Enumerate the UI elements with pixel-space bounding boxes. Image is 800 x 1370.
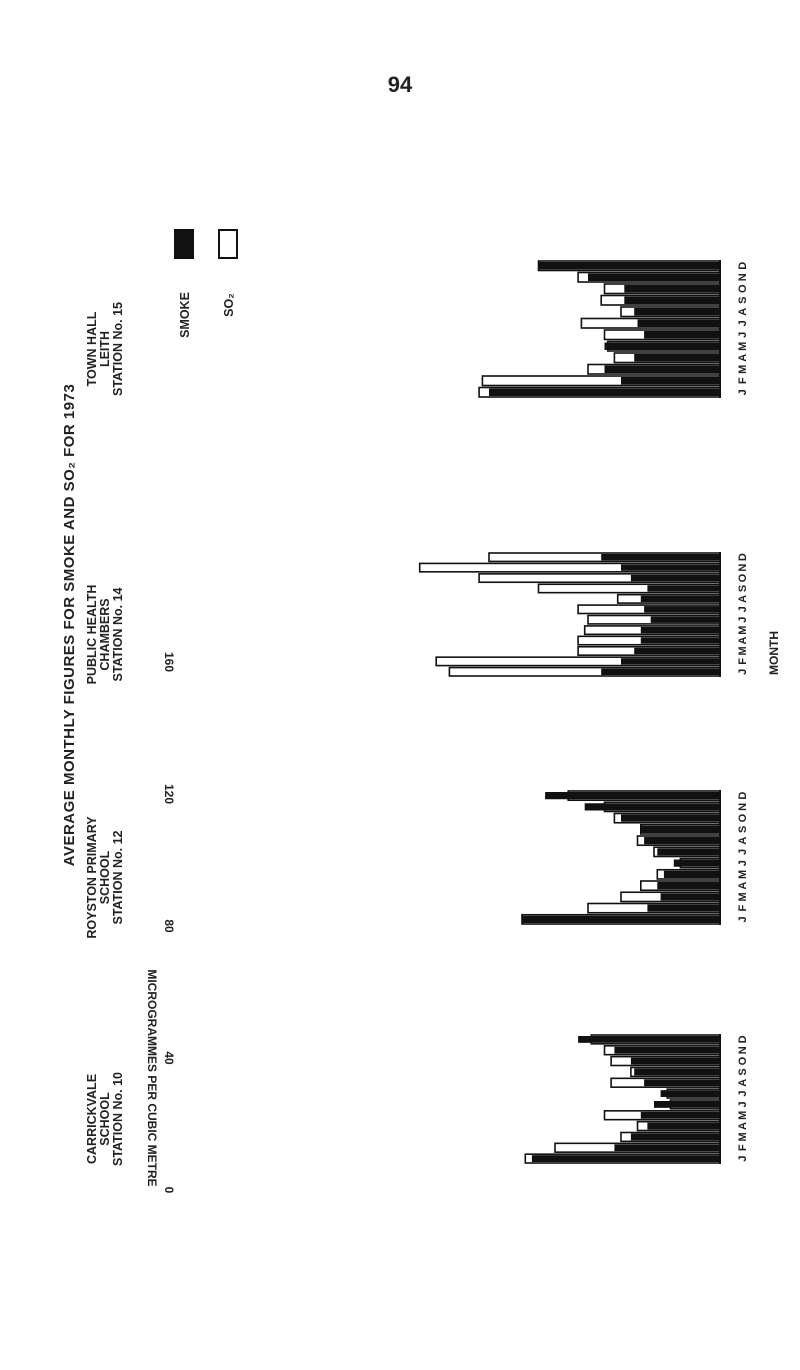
y-tick-label: 160 xyxy=(162,651,176,673)
smoke-bar xyxy=(644,606,720,612)
smoke-bar xyxy=(621,815,720,822)
station-name-line: PUBLIC HEALTH xyxy=(85,584,99,685)
smoke-bar xyxy=(634,648,720,654)
smoke-bar xyxy=(624,297,720,305)
smoke-bar xyxy=(657,882,720,889)
smoke-bar xyxy=(654,1101,720,1108)
smoke-bar xyxy=(661,1090,720,1097)
y-tick-label: 40 xyxy=(162,1051,176,1065)
month-label: N xyxy=(737,1046,749,1055)
smoke-bar xyxy=(585,803,720,810)
smoke-bar xyxy=(647,905,720,912)
month-label: A xyxy=(737,307,749,316)
smoke-bar xyxy=(532,1155,720,1162)
station-name-line: STATION No. 14 xyxy=(111,587,125,682)
smoke-bar xyxy=(634,354,720,362)
station-panels xyxy=(85,260,749,1166)
smoke-bar xyxy=(634,308,720,316)
station-name-line: SCHOOL xyxy=(98,850,112,905)
station-name-line: STATION No. 10 xyxy=(111,1072,125,1166)
month-label: F xyxy=(737,1144,749,1152)
smoke-bar xyxy=(631,1058,720,1065)
month-label: M xyxy=(737,646,749,656)
page-number: 94 xyxy=(387,72,413,97)
month-label: N xyxy=(737,273,749,282)
month-label: A xyxy=(737,881,749,890)
month-label: O xyxy=(737,813,749,823)
smoke-bar xyxy=(621,377,720,385)
month-label: N xyxy=(737,563,749,572)
station-name-line: SCHOOL xyxy=(98,1092,112,1146)
legend xyxy=(175,230,237,338)
station-panel xyxy=(85,790,749,939)
station-panel xyxy=(85,552,749,684)
smoke-bar xyxy=(638,320,721,328)
smoke-bar xyxy=(641,1112,720,1119)
month-label: O xyxy=(737,284,749,294)
smoke-bar xyxy=(651,617,720,623)
station-name-line: CHAMBERS xyxy=(98,598,112,671)
legend-label: SMOKE xyxy=(178,292,192,338)
smoke-bar xyxy=(661,893,720,900)
month-label: M xyxy=(737,1110,749,1120)
smoke-bar xyxy=(578,1036,720,1043)
y-tick-label: 0 xyxy=(162,1186,176,1194)
y-axis-title: MICROGRAMMES PER CUBIC METRE xyxy=(145,969,159,1187)
month-label: A xyxy=(737,836,749,845)
month-label: F xyxy=(737,658,749,665)
station-name-line: CARRICKVALE xyxy=(85,1073,99,1165)
month-label: M xyxy=(737,341,749,351)
month-label: A xyxy=(737,594,749,603)
month-label: A xyxy=(737,1078,749,1087)
month-label: M xyxy=(737,892,749,902)
smoke-bar xyxy=(631,575,720,581)
legend-label: SO₂ xyxy=(222,293,236,317)
month-label: J xyxy=(737,848,749,855)
month-label: J xyxy=(737,1101,749,1108)
smoke-bar xyxy=(614,1144,720,1151)
month-label: S xyxy=(737,1068,749,1076)
month-label: M xyxy=(737,625,749,635)
y-tick-label: 120 xyxy=(162,783,176,805)
smoke-bar xyxy=(601,669,720,675)
month-label: D xyxy=(737,261,749,270)
month-label: A xyxy=(737,353,749,362)
smoke-bar xyxy=(605,343,721,351)
smoke-bar xyxy=(588,274,720,282)
month-label: M xyxy=(737,1132,749,1142)
smoke-bar xyxy=(522,916,720,923)
month-label: S xyxy=(737,584,749,593)
month-label: J xyxy=(737,1155,749,1162)
month-label: J xyxy=(737,1090,749,1097)
smoke-bar xyxy=(641,596,720,602)
station-name-line: ROYSTON PRIMARY xyxy=(85,816,99,939)
smoke-bar xyxy=(621,658,720,664)
legend-swatch-smoke xyxy=(175,230,193,258)
month-label: M xyxy=(737,364,749,374)
month-label: N xyxy=(737,802,749,811)
station-name-line: LEITH xyxy=(98,330,112,368)
month-label: D xyxy=(737,1035,749,1044)
month-label: F xyxy=(737,377,749,385)
station-name-line: TOWN HALL xyxy=(85,311,99,387)
month-label: J xyxy=(737,389,749,396)
smoke-bar xyxy=(539,262,721,270)
month-label: J xyxy=(737,606,749,613)
month-label: J xyxy=(737,616,749,623)
smoke-bar xyxy=(647,585,720,591)
smoke-bar xyxy=(644,1079,720,1086)
smoke-bar xyxy=(634,1069,720,1076)
smoke-bar xyxy=(641,637,720,643)
smoke-bar xyxy=(605,366,721,374)
y-tick-label: 80 xyxy=(162,919,176,933)
month-label: S xyxy=(737,825,749,834)
smoke-bar xyxy=(489,389,720,397)
month-label: F xyxy=(737,904,749,912)
smoke-bar xyxy=(644,837,720,844)
smoke-bar xyxy=(601,554,720,560)
smoke-bar xyxy=(641,627,720,633)
smoke-bar xyxy=(647,1123,720,1130)
smoke-bar xyxy=(624,285,720,293)
smoke-bar xyxy=(644,331,720,339)
smoke-bar xyxy=(631,1134,720,1141)
y-axis-ticks xyxy=(162,652,176,1194)
smoke-bar xyxy=(674,860,720,867)
month-label: D xyxy=(737,553,749,562)
station-name-line: STATION No. 15 xyxy=(111,302,125,396)
month-label: O xyxy=(737,1056,749,1066)
smoke-bar xyxy=(545,792,720,799)
station-panel xyxy=(85,1034,749,1166)
month-label: J xyxy=(737,320,749,327)
month-label: D xyxy=(737,791,749,800)
x-axis-title: MONTH xyxy=(767,631,781,675)
smoke-bar xyxy=(657,848,720,855)
smoke-bar xyxy=(641,826,720,833)
month-label: M xyxy=(737,869,749,879)
month-label: J xyxy=(737,331,749,338)
station-name-line: STATION No. 12 xyxy=(111,830,125,925)
month-label: S xyxy=(737,296,749,304)
smoke-bar xyxy=(621,564,720,570)
month-label: J xyxy=(737,668,749,675)
smoke-bar xyxy=(614,1047,720,1054)
legend-swatch-so2 xyxy=(219,230,237,258)
month-label: O xyxy=(737,573,749,583)
chart-title: AVERAGE MONTHLY FIGURES FOR SMOKE AND SO₂ FOR 1973 xyxy=(61,383,78,867)
month-label: J xyxy=(737,916,749,923)
month-label: J xyxy=(737,860,749,867)
month-label: A xyxy=(737,636,749,645)
smoke-bar xyxy=(664,871,720,878)
month-label: A xyxy=(737,1122,749,1131)
